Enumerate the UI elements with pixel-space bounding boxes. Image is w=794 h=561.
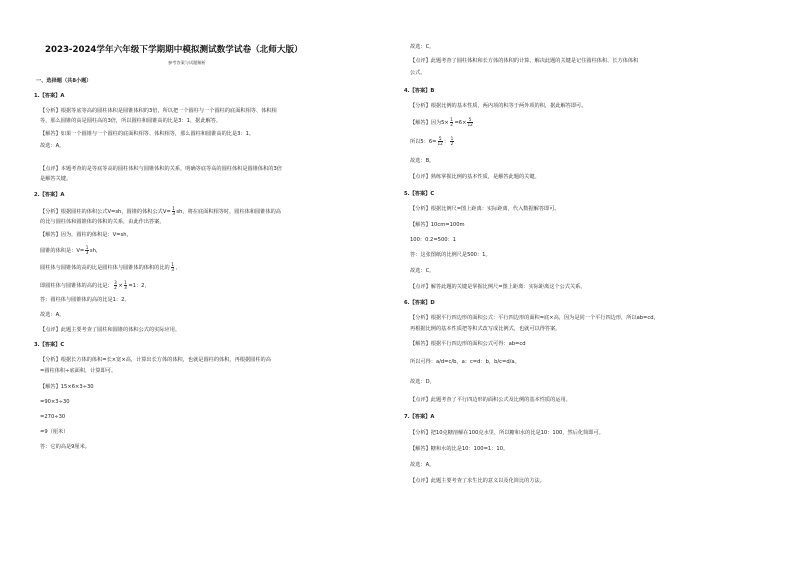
q3-solution-4: =9（厘米） <box>40 429 69 435</box>
q1-answer: 1.【答案】A <box>34 93 65 99</box>
q3-analysis-2: =圆柱体积÷底面积，计算即可。 <box>40 368 117 374</box>
q4-answer: 4.【答案】B <box>404 88 435 94</box>
q2-solution-3: 圆柱体与圆锥体的高的比是圆柱体与圆锥体的体积的比的 $\frac{1}{3}$ ， <box>40 262 181 273</box>
q7-answer: 7.【答案】A <box>404 414 435 420</box>
q3-solution-1: 【解答】15×6×3÷30 <box>40 384 94 390</box>
q2-analysis-1: 【分析】根据圆柱的体积公式V=sh，圆锥的体积公式V= $\frac{1}{3}$ sh，将在底面积相等时，圆柱体和圆锥体的高 <box>40 206 281 217</box>
q6-comment: 【点评】此题考查了平行四边形的面积公式及比例的基本性质的运用。 <box>410 397 571 403</box>
q1-solution-1: 【解答】如果一个圆锥与一个圆柱的底面积相等、体积相等，那么圆柱和圆锥高的比是3：1。 <box>40 131 255 137</box>
q6-analysis-1: 【分析】根据平行四边形的面积公式：平行四边形的面积=底×高，因为是同一个平行四边形，所以ab=cd， <box>410 315 659 321</box>
section-heading: 一、选择题（共8小题） <box>36 78 92 84</box>
q2-solution-6: 故选：A。 <box>40 312 65 318</box>
q5-solution-1: 【解答】10cm=100m <box>410 222 465 228</box>
q5-solution-3: 答：这张图纸的比例尺是500：1。 <box>410 252 491 258</box>
q6-solution-2: 所以可得：a/d=c/b，a：c=d：b，b/c=d/a。 <box>410 359 520 365</box>
q1-comment-2: 是解答关键。 <box>40 176 72 182</box>
q3-solution-5: 答：它的高是9厘米。 <box>40 444 90 450</box>
q5-solution-2: 100：0.2=500：1 <box>410 237 457 243</box>
q3-solution-3: =270÷30 <box>40 414 66 420</box>
q5-answer: 5.【答案】C <box>404 191 435 197</box>
q1-analysis-1: 【分析】根据等底等高的圆柱体积是圆锥体积的3倍，所以把一个圆柱与一个圆柱的底面积相等、体积相 <box>40 108 277 114</box>
q6-solution-1: 【解答】根据平行四边形的面积公式可得：ab=cd <box>410 341 526 347</box>
page-subtitle: 参考答案与试题解析 <box>168 60 206 65</box>
q5-analysis: 【分析】根据比例尺=图上距离：实际距离，代入数据解答即可。 <box>410 206 560 212</box>
q5-comment: 【点评】解答此题的关键是掌握比例尺=图上距离：实际距离这个公式关系。 <box>410 284 586 290</box>
q7-comment: 【点评】此题主要考查了求生比的意义以及化简比的方法。 <box>410 478 545 484</box>
q7-solution-2: 故选：A。 <box>410 462 435 468</box>
q3-comment-2: 公式。 <box>410 70 426 76</box>
q7-solution-1: 【解答】糖和水的比是10：100=1：10。 <box>410 446 509 452</box>
fraction-five-twelfths: $\frac{5}{12}$ <box>437 136 443 147</box>
q2-solution-1: 【解答】因为，圆柱的体积是：V=sh， <box>40 232 132 238</box>
q2-solution-4: 即圆柱体与圆锥体的高的比是： $\frac{3}{2}$ × $\frac{1}{3}$ =1：2， <box>40 280 150 291</box>
q2-solution-2: 圆锥的体积是：V= $\frac{1}{3}$ sh， <box>40 245 102 256</box>
q3-solution-2: =90×3÷30 <box>40 399 70 405</box>
q7-analysis: 【分析】把10克糖溶解在100克水里，所以糖和水的比是10：100，然后化简即可。 <box>410 430 604 436</box>
q1-solution-2: 故选：A。 <box>40 143 65 149</box>
q1-comment-1: 【点评】本题考查的是等底等高的圆柱体积与圆锥体积的关系，明确等底等高的圆柱体积是圆锥体积的3倍 <box>40 166 282 172</box>
q4-analysis: 【分析】根据比例的基本性质，两内项的积等于两外项的积，据此解答即可。 <box>410 103 587 109</box>
q2-comment: 【点评】此题主要考查了圆柱和圆锥的体积公式的实际应用。 <box>40 327 181 333</box>
q3-solution-6: 故选：C。 <box>410 44 435 50</box>
fraction-one-half: $\frac{1}{2}$ <box>450 117 453 128</box>
q4-solution-3: 故选：B。 <box>410 158 435 164</box>
fraction-one-third: $\frac{1}{3}$ <box>124 280 127 291</box>
fraction-one-third: $\frac{1}{3}$ <box>172 206 175 217</box>
q3-analysis-1: 【分析】根据长方体的体积=长×宽×高，计算出长方体的体积，也就是圆柱的体积，再根据圆柱的高 <box>40 357 271 363</box>
q2-analysis-2: 的比与圆柱体和圆锥体的体积的关系，由此作出答案。 <box>40 219 165 225</box>
q4-solution-1: 【解答】因为5× $\frac{1}{2}$ =6× $\frac{5}{12}$ <box>410 117 473 128</box>
q3-answer: 3.【答案】C <box>34 342 65 348</box>
q3-comment-1: 【点评】此题考查了圆柱体积和长方体的体积的计算，解决此题的关键是记住圆柱体积、长方体体积 <box>410 58 639 64</box>
fraction-one-third: $\frac{1}{3}$ <box>85 245 89 256</box>
q5-solution-4: 故选：C。 <box>410 268 435 274</box>
q1-analysis-2: 等，那么圆锥的高是圆柱高的3倍，所以圆柱和圆锥高的比是3：1，据此解答。 <box>40 118 222 124</box>
q6-analysis-2: 再根据比例的基本性质把等积式改写成比例式，也就可以得答案。 <box>410 326 561 332</box>
fraction-one-half: $\frac{1}{2}$ <box>450 136 454 147</box>
q4-comment: 【点评】熟练掌握比例的基本性质，是解答此题的关键。 <box>410 174 540 180</box>
fraction-three-halves: $\frac{3}{2}$ <box>114 280 117 291</box>
q2-answer: 2.【答案】A <box>34 192 65 198</box>
page-title: 2023-2024学年六年级下学期期中模拟测试数学试卷（北师大版） <box>45 45 303 55</box>
fraction-one-third: $\frac{1}{3}$ <box>171 262 174 273</box>
fraction-five-twelfths: $\frac{5}{12}$ <box>467 117 473 128</box>
q4-solution-2: 所以5：6= $\frac{5}{12}$ ： $\frac{1}{2}$ <box>410 136 454 147</box>
q6-answer: 6.【答案】D <box>404 300 435 306</box>
q6-solution-3: 故选：D。 <box>410 379 435 385</box>
q2-solution-5: 答：圆柱体与圆锥体的高的比是1：2。 <box>40 297 130 303</box>
